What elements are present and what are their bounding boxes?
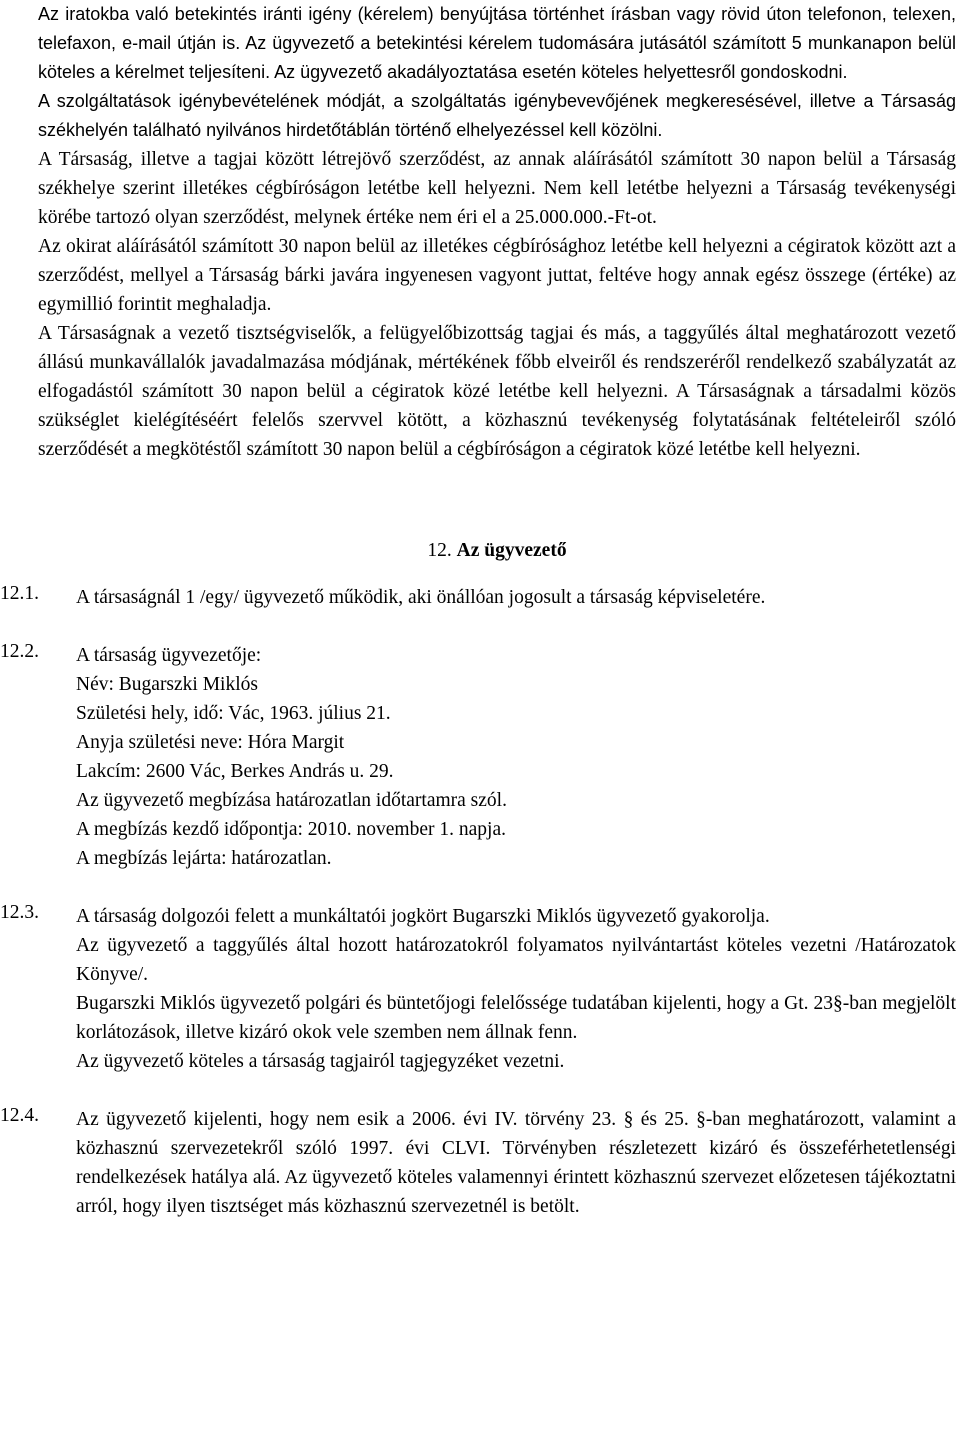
manager-birth: Születési hely, idő: Vác, 1963. július 21. [76, 703, 391, 724]
paragraph-contract-deposit: A Társaság, illetve a tagjai között létrejövő szerződést, az annak aláírásától számított 30 napon belül a Társaság székhelye szerint illetékes cégbíróságon letétbe kell helyezni. Nem kell letétbe helyezni a Társaság tevékenységi körébe tartozó olyan szerződést, melynek értéke nem éri el a 25.000.000.-Ft-ot. [38, 149, 956, 228]
section-line: A társaság dolgozói felett a munkáltatói jogkört Bugarszki Miklós ügyvezető gyakorolja. [76, 906, 770, 927]
section-line: Bugarszki Miklós ügyvezető polgári és büntetőjogi felelőssége tudatában kijelenti, hogy a Gt. 23§-ban megjelölt korlátozások, illetve kizáró okok vele szemben nem állnak fenn. [76, 993, 956, 1043]
paragraph-deed-deposit: Az okirat aláírásától számított 30 napon belül az illetékes cégbírósághoz letétbe kell helyezni a cégiratok között azt a szerződést, mellyel a Társaság bárki javára ingyenesen vagyont juttat, feltéve hogy annak egész összege (értéke) az egymillió forintit meghaladja. [38, 236, 956, 315]
section-number: 12.3. [0, 902, 39, 923]
paragraph-remuneration-rules: A Társaságnak a vezető tisztségviselők, a felügyelőbizottság tagjai és más, a taggyűlés által meghatározott vezető állású munkavállalók javadalmazása módjának, mértékének főbb elveiről és rendszeréről rendelkező szabályzatát az elfogadástól számított 30 napon belül a cégiratok közé letétbe kell helyezni. A Társaságnak a társadalmi közös szükséglet kielégítéséért felelős szervvel kötött, a közhasznú tevékenység folytatásának feltételeiről szóló szerződését a megkötéstől számított 30 napon belül a cégbíróságon a cégiratok közé letétbe kell helyezni. [38, 323, 956, 460]
section-number: 12.1. [0, 583, 39, 604]
section-heading [38, 536, 956, 565]
manager-intro: A társaság ügyvezetője: [76, 645, 262, 666]
mandate-expiry: A megbízás lejárta: határozatlan. [76, 848, 332, 869]
section-line: A társaságnál 1 /egy/ ügyvezető működik, aki önállóan jogosult a társaság képviseletére. [76, 587, 766, 608]
manager-mother-name: Anyja születési neve: Hóra Margit [76, 732, 345, 753]
paragraph-document-inspection: Az iratokba való betekintés iránti igény (kérelem) benyújtása történhet írásban vagy rövid úton telefonon, telexen, telefaxon, e-mail útján is. Az ügyvezető a betekintési kérelem tudomására jutásától számított 5 munkanapon belül köteles a kérelmet teljesíteni. Az ügyvezető akadályoztatása esetén köteles helyettesről gondoskodni. [38, 4, 956, 82]
manager-name: Név: Bugarszki Miklós [76, 674, 258, 695]
paragraph-service-usage: A szolgáltatások igénybevételének módját, a szolgáltatás igénybevevőjének megkeresésével, illetve a Társaság székhelyén található nyilvános hirdetőtáblán történő elhelyezéssel kell közölni. [38, 91, 956, 140]
heading-number: 12. [427, 540, 452, 561]
manager-address: Lakcím: 2600 Vác, Berkes András u. 29. [76, 761, 394, 782]
section-number: 12.4. [0, 1105, 39, 1126]
section-12-2 [0, 641, 956, 873]
section-12-1 [0, 583, 956, 612]
mandate-duration: Az ügyvezető megbízása határozatlan időtartamra szól. [76, 790, 507, 811]
heading-title: Az ügyvezető [456, 540, 567, 561]
section-line: Az ügyvezető köteles a társaság tagjairól tagjegyzéket vezetni. [76, 1051, 565, 1072]
section-number: 12.2. [0, 641, 39, 662]
section-12-3 [0, 902, 956, 1076]
section-line: Az ügyvezető a taggyűlés által hozott határozatokról folyamatos nyilvántartást köteles vezetni /Határozatok Könyve/. [76, 935, 956, 985]
section-12-4 [0, 1105, 956, 1221]
mandate-start: A megbízás kezdő időpontja: 2010. november 1. napja. [76, 819, 506, 840]
section-line: Az ügyvezető kijelenti, hogy nem esik a 2006. évi IV. törvény 23. § és 25. §-ban meghatározott, valamint a közhasznú szervezetekről szóló 1997. évi CLVI. Törvényben részletezett kizáró és összeférhetetlenségi rendelkezések hatálya alá. Az ügyvezető köteles valamennyi érintett közhasznú szervezet előzetesen tájékoztatni arról, hogy ilyen tisztséget más közhasznú szervezetnél is betölt. [76, 1109, 956, 1217]
